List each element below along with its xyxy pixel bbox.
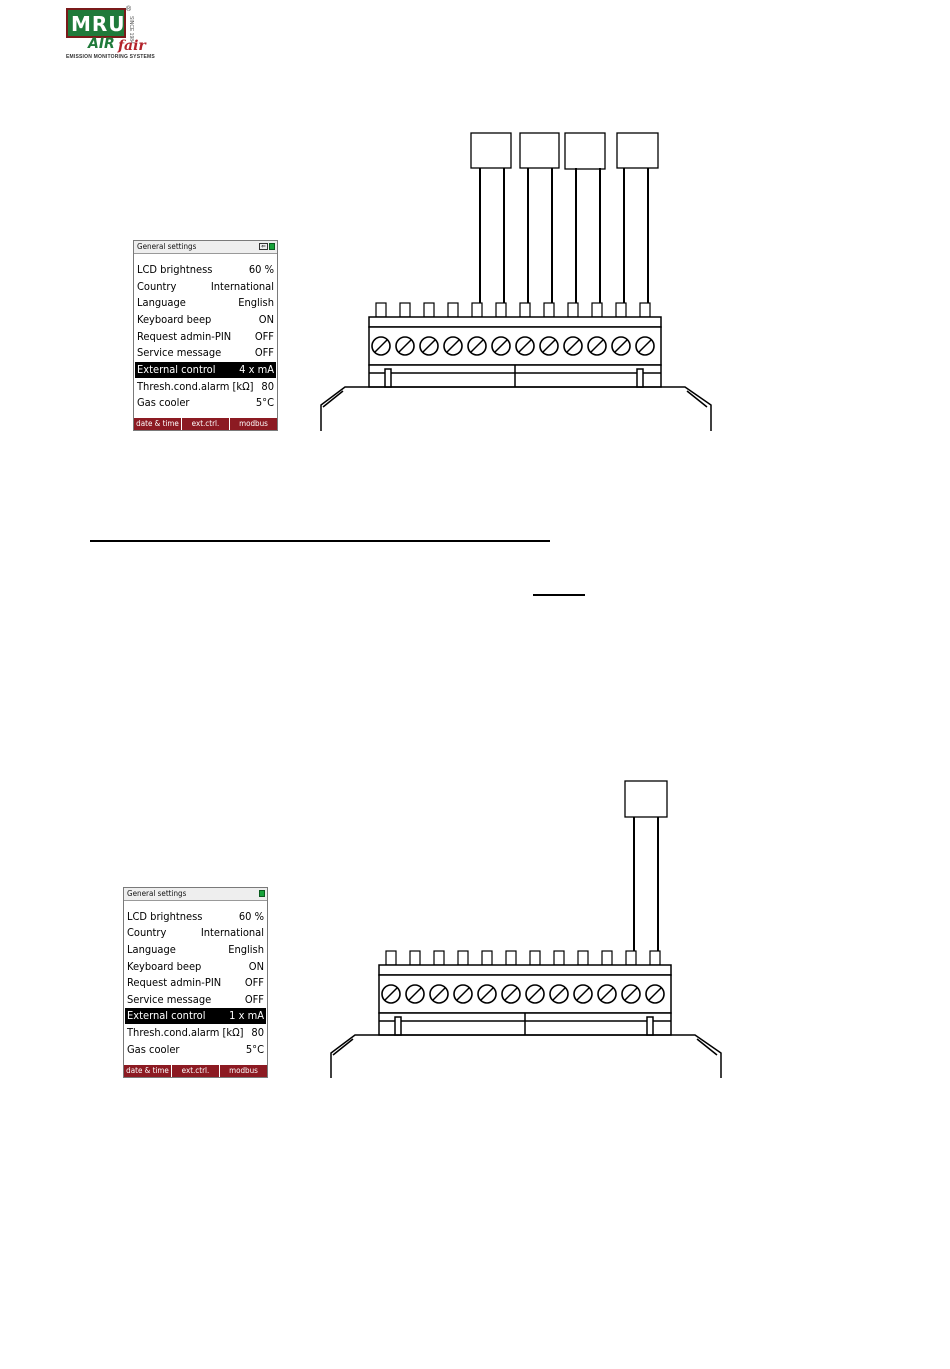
setting-row-external-control[interactable]	[125, 1008, 266, 1024]
setting-value: 80	[261, 380, 274, 393]
led-icon	[259, 890, 265, 897]
output-boxes	[471, 133, 658, 169]
mru-logo	[66, 6, 155, 64]
setting-label: Service message	[137, 346, 222, 359]
screen-title-text: General settings	[127, 889, 187, 898]
setting-row-gas-cooler[interactable]	[135, 395, 276, 411]
device-screen-4x-ma	[133, 240, 278, 431]
setting-label: Gas cooler	[127, 1043, 180, 1056]
softkey-bar	[124, 1065, 267, 1077]
setting-value: OFF	[254, 346, 274, 359]
setting-label: Language	[127, 943, 176, 956]
output-box-4	[617, 133, 658, 168]
setting-row-lcd-brightness[interactable]	[125, 909, 266, 925]
logo-box	[66, 8, 126, 38]
setting-value: English	[228, 943, 264, 956]
setting-value: English	[238, 296, 274, 309]
setting-label: Service message	[127, 993, 212, 1006]
screen-title-text: General settings	[137, 242, 197, 251]
setting-row-external-control[interactable]	[135, 362, 276, 378]
output-box-1	[471, 133, 511, 168]
setting-row-keyboard-beep[interactable]	[125, 959, 266, 975]
plug-icon: ⇐	[259, 243, 268, 250]
setting-label: Country	[137, 280, 177, 293]
section-rule	[90, 540, 550, 542]
setting-label: Request admin-PIN	[137, 330, 232, 343]
screen-title	[124, 888, 267, 901]
terminal-block-diagram-1-output	[325, 775, 730, 1085]
logo-since: SINCE 1984	[128, 16, 134, 44]
setting-value: International	[200, 926, 264, 939]
setting-value: International	[210, 280, 274, 293]
logo-fair: fair	[118, 38, 146, 54]
terminal-pins	[386, 951, 660, 965]
setting-row-language[interactable]	[135, 295, 276, 311]
led-icon	[269, 243, 275, 250]
setting-value: ON	[258, 313, 274, 326]
softkey-bar	[134, 418, 277, 430]
setting-label: Thresh.cond.alarm [kΩ]	[127, 1026, 244, 1039]
output-box-3	[565, 133, 605, 169]
setting-row-country[interactable]	[135, 279, 276, 295]
output-boxes	[625, 781, 667, 817]
output-wires	[480, 168, 648, 311]
setting-value: 5°C	[255, 396, 274, 409]
date-time-button[interactable]: date & time	[124, 1065, 172, 1077]
output-box-2	[520, 133, 559, 168]
setting-label: Language	[137, 296, 186, 309]
setting-label: External control	[137, 363, 216, 376]
setting-label: Keyboard beep	[137, 313, 212, 326]
screen-title	[134, 241, 277, 254]
ext-ctrl-button[interactable]: ext.ctrl.	[182, 418, 230, 430]
terminal-block-diagram-4-outputs	[315, 125, 720, 435]
setting-row-country[interactable]	[125, 925, 266, 941]
setting-row-admin-pin[interactable]	[135, 329, 276, 345]
status-icons	[259, 890, 265, 898]
output-wires	[634, 817, 658, 957]
setting-row-lcd-brightness[interactable]	[135, 262, 276, 278]
setting-label: LCD brightness	[127, 910, 203, 923]
setting-value: 80	[251, 1026, 264, 1039]
logo-brand: MRU	[71, 12, 126, 36]
setting-label: Country	[127, 926, 167, 939]
setting-row-admin-pin[interactable]	[125, 975, 266, 991]
setting-row-language[interactable]	[125, 942, 266, 958]
date-time-button[interactable]: date & time	[134, 418, 182, 430]
setting-value: OFF	[244, 976, 264, 989]
setting-row-keyboard-beep[interactable]	[135, 312, 276, 328]
setting-value: OFF	[254, 330, 274, 343]
terminal-pins	[376, 303, 650, 317]
device-housing	[321, 387, 711, 431]
setting-value: 5°C	[245, 1043, 264, 1056]
setting-value: 1 x mA	[229, 1009, 264, 1022]
device-housing	[331, 1035, 721, 1078]
modbus-button[interactable]: modbus	[239, 419, 268, 428]
short-rule	[533, 594, 585, 596]
setting-row-service-message[interactable]	[125, 992, 266, 1008]
modbus-button[interactable]: modbus	[229, 1066, 258, 1075]
setting-value: 60 %	[238, 910, 264, 923]
setting-value: 4 x mA	[239, 363, 274, 376]
setting-label: LCD brightness	[137, 263, 213, 276]
logo-air: AIR	[88, 36, 115, 52]
setting-value: ON	[248, 960, 264, 973]
setting-row-service-message[interactable]	[135, 345, 276, 361]
ext-ctrl-button[interactable]: ext.ctrl.	[172, 1065, 220, 1077]
setting-row-thresh-cond-alarm[interactable]	[135, 379, 276, 395]
setting-label: Request admin-PIN	[127, 976, 222, 989]
setting-label: Thresh.cond.alarm [kΩ]	[137, 380, 254, 393]
logo-tagline: EMISSION MONITORING SYSTEMS	[66, 54, 155, 60]
setting-row-gas-cooler[interactable]	[125, 1042, 266, 1058]
setting-value: 60 %	[248, 263, 274, 276]
device-screen-1x-ma	[123, 887, 268, 1078]
status-icons	[259, 243, 275, 251]
setting-value: OFF	[244, 993, 264, 1006]
setting-label: Gas cooler	[137, 396, 190, 409]
setting-row-thresh-cond-alarm[interactable]	[125, 1025, 266, 1041]
setting-label: External control	[127, 1009, 206, 1022]
setting-label: Keyboard beep	[127, 960, 202, 973]
logo-registered-mark: ®	[126, 6, 132, 13]
output-box-1	[625, 781, 667, 817]
